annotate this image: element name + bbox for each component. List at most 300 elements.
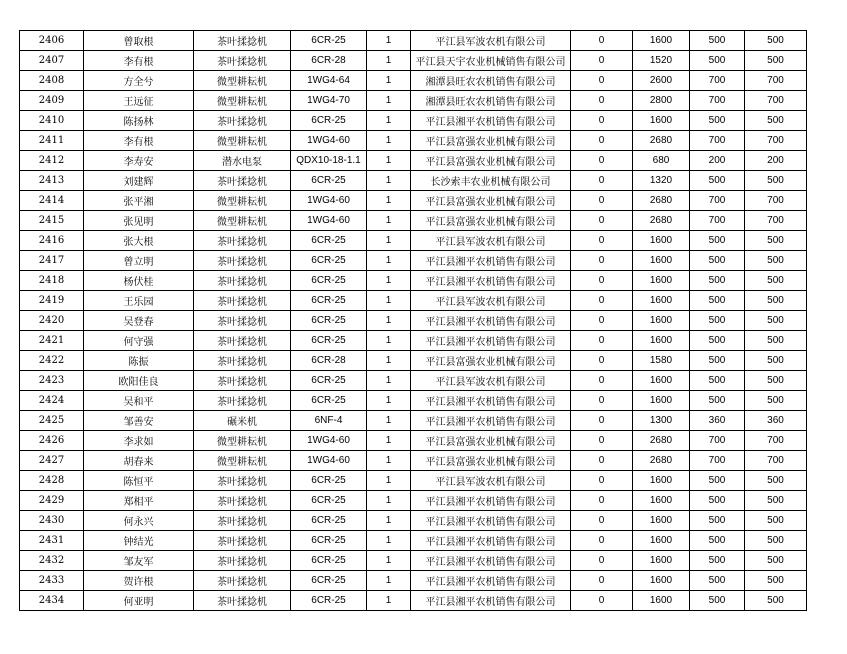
table-row bbox=[20, 391, 807, 411]
cell-col-7: 0 bbox=[571, 471, 633, 491]
cell-price: 1600 bbox=[633, 571, 690, 591]
cell-dealer: 平江县湘平农机销售有限公司 bbox=[411, 391, 571, 411]
table-row bbox=[20, 531, 807, 551]
cell-price: 2600 bbox=[633, 71, 690, 91]
cell-subsidy-a: 500 bbox=[690, 351, 745, 371]
cell-subsidy-a: 700 bbox=[690, 91, 745, 111]
cell-subsidy-b: 700 bbox=[745, 191, 807, 211]
cell-price: 1600 bbox=[633, 331, 690, 351]
cell-row-number: 2427 bbox=[20, 451, 84, 471]
cell-subsidy-a: 500 bbox=[690, 391, 745, 411]
cell-machine-type: 茶叶揉捻机 bbox=[194, 51, 291, 71]
cell-col-7: 0 bbox=[571, 411, 633, 431]
cell-model: 1WG4-60 bbox=[291, 131, 367, 151]
cell-quantity: 1 bbox=[367, 531, 411, 551]
cell-model: 1WG4-64 bbox=[291, 71, 367, 91]
cell-model: 1WG4-60 bbox=[291, 431, 367, 451]
cell-col-7: 0 bbox=[571, 591, 633, 611]
cell-subsidy-b: 500 bbox=[745, 591, 807, 611]
cell-buyer-name: 邹善安 bbox=[84, 411, 194, 431]
cell-price: 1600 bbox=[633, 371, 690, 391]
cell-machine-type: 微型耕耘机 bbox=[194, 71, 291, 91]
cell-subsidy-a: 500 bbox=[690, 551, 745, 571]
cell-dealer: 平江县湘平农机销售有限公司 bbox=[411, 591, 571, 611]
cell-subsidy-a: 700 bbox=[690, 191, 745, 211]
cell-subsidy-a: 500 bbox=[690, 331, 745, 351]
cell-subsidy-b: 700 bbox=[745, 71, 807, 91]
cell-model: 6CR-25 bbox=[291, 171, 367, 191]
cell-buyer-name: 何亚明 bbox=[84, 591, 194, 611]
cell-price: 1600 bbox=[633, 31, 690, 51]
cell-quantity: 1 bbox=[367, 31, 411, 51]
cell-dealer: 平江县富强农业机械有限公司 bbox=[411, 191, 571, 211]
cell-quantity: 1 bbox=[367, 191, 411, 211]
table-row bbox=[20, 31, 807, 51]
cell-machine-type: 茶叶揉捻机 bbox=[194, 171, 291, 191]
cell-subsidy-b: 500 bbox=[745, 551, 807, 571]
cell-machine-type: 微型耕耘机 bbox=[194, 451, 291, 471]
cell-buyer-name: 刘建辉 bbox=[84, 171, 194, 191]
cell-subsidy-b: 700 bbox=[745, 211, 807, 231]
cell-dealer: 平江县湘平农机销售有限公司 bbox=[411, 511, 571, 531]
cell-machine-type: 茶叶揉捻机 bbox=[194, 271, 291, 291]
cell-subsidy-a: 500 bbox=[690, 511, 745, 531]
cell-row-number: 2424 bbox=[20, 391, 84, 411]
table-row bbox=[20, 411, 807, 431]
cell-price: 1600 bbox=[633, 311, 690, 331]
cell-machine-type: 茶叶揉捻机 bbox=[194, 591, 291, 611]
cell-price: 1600 bbox=[633, 471, 690, 491]
cell-row-number: 2421 bbox=[20, 331, 84, 351]
cell-dealer: 平江县富强农业机械有限公司 bbox=[411, 431, 571, 451]
cell-subsidy-b: 500 bbox=[745, 571, 807, 591]
cell-quantity: 1 bbox=[367, 51, 411, 71]
cell-col-7: 0 bbox=[571, 111, 633, 131]
cell-machine-type: 微型耕耘机 bbox=[194, 131, 291, 151]
cell-col-7: 0 bbox=[571, 351, 633, 371]
cell-machine-type: 微型耕耘机 bbox=[194, 431, 291, 451]
table-row bbox=[20, 311, 807, 331]
cell-machine-type: 微型耕耘机 bbox=[194, 211, 291, 231]
cell-col-7: 0 bbox=[571, 211, 633, 231]
cell-model: 6CR-25 bbox=[291, 111, 367, 131]
cell-dealer: 平江县军波农机有限公司 bbox=[411, 31, 571, 51]
cell-dealer: 平江县军波农机有限公司 bbox=[411, 471, 571, 491]
cell-buyer-name: 方全兮 bbox=[84, 71, 194, 91]
cell-price: 2680 bbox=[633, 131, 690, 151]
cell-col-7: 0 bbox=[571, 431, 633, 451]
cell-machine-type: 茶叶揉捻机 bbox=[194, 351, 291, 371]
cell-subsidy-b: 500 bbox=[745, 231, 807, 251]
cell-col-7: 0 bbox=[571, 491, 633, 511]
table-row bbox=[20, 131, 807, 151]
cell-machine-type: 茶叶揉捻机 bbox=[194, 511, 291, 531]
cell-subsidy-a: 500 bbox=[690, 491, 745, 511]
cell-price: 1300 bbox=[633, 411, 690, 431]
cell-dealer: 平江县湘平农机销售有限公司 bbox=[411, 531, 571, 551]
cell-subsidy-b: 500 bbox=[745, 471, 807, 491]
cell-machine-type: 茶叶揉捻机 bbox=[194, 371, 291, 391]
cell-quantity: 1 bbox=[367, 91, 411, 111]
cell-col-7: 0 bbox=[571, 371, 633, 391]
cell-quantity: 1 bbox=[367, 151, 411, 171]
cell-col-7: 0 bbox=[571, 191, 633, 211]
cell-dealer: 平江县湘平农机销售有限公司 bbox=[411, 111, 571, 131]
cell-price: 1600 bbox=[633, 511, 690, 531]
cell-subsidy-a: 500 bbox=[690, 291, 745, 311]
cell-row-number: 2413 bbox=[20, 171, 84, 191]
cell-price: 1580 bbox=[633, 351, 690, 371]
cell-subsidy-a: 200 bbox=[690, 151, 745, 171]
table-row bbox=[20, 51, 807, 71]
cell-machine-type: 潜水电泵 bbox=[194, 151, 291, 171]
cell-row-number: 2408 bbox=[20, 71, 84, 91]
cell-row-number: 2418 bbox=[20, 271, 84, 291]
cell-col-7: 0 bbox=[571, 151, 633, 171]
table-row bbox=[20, 291, 807, 311]
cell-machine-type: 茶叶揉捻机 bbox=[194, 31, 291, 51]
cell-buyer-name: 李寿安 bbox=[84, 151, 194, 171]
cell-subsidy-b: 500 bbox=[745, 31, 807, 51]
cell-dealer: 湘潭县旺农农机销售有限公司 bbox=[411, 71, 571, 91]
cell-model: 1WG4-60 bbox=[291, 211, 367, 231]
cell-row-number: 2428 bbox=[20, 471, 84, 491]
cell-row-number: 2412 bbox=[20, 151, 84, 171]
cell-dealer: 平江县湘平农机销售有限公司 bbox=[411, 411, 571, 431]
cell-model: 1WG4-60 bbox=[291, 191, 367, 211]
cell-subsidy-a: 500 bbox=[690, 471, 745, 491]
cell-dealer: 平江县军波农机有限公司 bbox=[411, 291, 571, 311]
cell-buyer-name: 胡春来 bbox=[84, 451, 194, 471]
cell-subsidy-a: 500 bbox=[690, 531, 745, 551]
cell-row-number: 2419 bbox=[20, 291, 84, 311]
cell-dealer: 平江县富强农业机械有限公司 bbox=[411, 151, 571, 171]
cell-buyer-name: 钟结光 bbox=[84, 531, 194, 551]
cell-subsidy-b: 500 bbox=[745, 251, 807, 271]
cell-col-7: 0 bbox=[571, 511, 633, 531]
table-row bbox=[20, 171, 807, 191]
cell-subsidy-a: 500 bbox=[690, 171, 745, 191]
cell-quantity: 1 bbox=[367, 211, 411, 231]
cell-row-number: 2426 bbox=[20, 431, 84, 451]
cell-price: 2680 bbox=[633, 191, 690, 211]
cell-quantity: 1 bbox=[367, 331, 411, 351]
cell-subsidy-b: 700 bbox=[745, 431, 807, 451]
cell-price: 2680 bbox=[633, 431, 690, 451]
cell-row-number: 2407 bbox=[20, 51, 84, 71]
table-row bbox=[20, 331, 807, 351]
cell-buyer-name: 邹友军 bbox=[84, 551, 194, 571]
cell-model: 6CR-25 bbox=[291, 551, 367, 571]
cell-machine-type: 茶叶揉捻机 bbox=[194, 491, 291, 511]
cell-model: 6CR-25 bbox=[291, 571, 367, 591]
cell-subsidy-b: 500 bbox=[745, 291, 807, 311]
cell-subsidy-b: 500 bbox=[745, 351, 807, 371]
cell-buyer-name: 曾立明 bbox=[84, 251, 194, 271]
table-row bbox=[20, 211, 807, 231]
cell-row-number: 2433 bbox=[20, 571, 84, 591]
cell-row-number: 2416 bbox=[20, 231, 84, 251]
cell-row-number: 2425 bbox=[20, 411, 84, 431]
cell-col-7: 0 bbox=[571, 71, 633, 91]
cell-quantity: 1 bbox=[367, 411, 411, 431]
cell-subsidy-a: 500 bbox=[690, 111, 745, 131]
cell-dealer: 长沙索丰农业机械有限公司 bbox=[411, 171, 571, 191]
cell-buyer-name: 张平湘 bbox=[84, 191, 194, 211]
cell-subsidy-a: 500 bbox=[690, 571, 745, 591]
cell-subsidy-b: 500 bbox=[745, 51, 807, 71]
cell-subsidy-b: 500 bbox=[745, 391, 807, 411]
cell-quantity: 1 bbox=[367, 591, 411, 611]
cell-dealer: 平江县湘平农机销售有限公司 bbox=[411, 331, 571, 351]
cell-dealer: 平江县军波农机有限公司 bbox=[411, 231, 571, 251]
table-row bbox=[20, 551, 807, 571]
cell-subsidy-b: 700 bbox=[745, 91, 807, 111]
cell-machine-type: 茶叶揉捻机 bbox=[194, 251, 291, 271]
table-row bbox=[20, 491, 807, 511]
cell-col-7: 0 bbox=[571, 531, 633, 551]
cell-model: 6CR-25 bbox=[291, 371, 367, 391]
cell-model: 6CR-25 bbox=[291, 311, 367, 331]
cell-buyer-name: 李求如 bbox=[84, 431, 194, 451]
cell-col-7: 0 bbox=[571, 131, 633, 151]
cell-dealer: 湘潭县旺农农机销售有限公司 bbox=[411, 91, 571, 111]
cell-machine-type: 微型耕耘机 bbox=[194, 191, 291, 211]
cell-col-7: 0 bbox=[571, 171, 633, 191]
cell-dealer: 平江县富强农业机械有限公司 bbox=[411, 211, 571, 231]
cell-model: 6NF-4 bbox=[291, 411, 367, 431]
cell-subsidy-a: 700 bbox=[690, 71, 745, 91]
cell-subsidy-a: 700 bbox=[690, 131, 745, 151]
cell-row-number: 2420 bbox=[20, 311, 84, 331]
cell-quantity: 1 bbox=[367, 471, 411, 491]
cell-quantity: 1 bbox=[367, 271, 411, 291]
cell-buyer-name: 陈恒平 bbox=[84, 471, 194, 491]
cell-dealer: 平江县湘平农机销售有限公司 bbox=[411, 311, 571, 331]
cell-price: 2800 bbox=[633, 91, 690, 111]
table-row bbox=[20, 251, 807, 271]
cell-buyer-name: 李有根 bbox=[84, 131, 194, 151]
cell-col-7: 0 bbox=[571, 551, 633, 571]
cell-quantity: 1 bbox=[367, 131, 411, 151]
cell-subsidy-a: 500 bbox=[690, 31, 745, 51]
cell-row-number: 2406 bbox=[20, 31, 84, 51]
cell-subsidy-b: 500 bbox=[745, 371, 807, 391]
cell-quantity: 1 bbox=[367, 451, 411, 471]
cell-model: 6CR-25 bbox=[291, 291, 367, 311]
cell-price: 2680 bbox=[633, 451, 690, 471]
cell-model: 6CR-25 bbox=[291, 271, 367, 291]
cell-quantity: 1 bbox=[367, 371, 411, 391]
table-row bbox=[20, 151, 807, 171]
cell-quantity: 1 bbox=[367, 511, 411, 531]
table-row bbox=[20, 591, 807, 611]
cell-subsidy-a: 500 bbox=[690, 251, 745, 271]
cell-buyer-name: 吴登春 bbox=[84, 311, 194, 331]
cell-dealer: 平江县天宇农业机械销售有限公司 bbox=[411, 51, 571, 71]
cell-machine-type: 微型耕耘机 bbox=[194, 91, 291, 111]
cell-row-number: 2410 bbox=[20, 111, 84, 131]
cell-buyer-name: 杨伏桂 bbox=[84, 271, 194, 291]
cell-row-number: 2411 bbox=[20, 131, 84, 151]
cell-subsidy-b: 500 bbox=[745, 171, 807, 191]
cell-buyer-name: 张见明 bbox=[84, 211, 194, 231]
cell-subsidy-b: 500 bbox=[745, 491, 807, 511]
cell-quantity: 1 bbox=[367, 251, 411, 271]
cell-price: 1600 bbox=[633, 111, 690, 131]
cell-row-number: 2422 bbox=[20, 351, 84, 371]
table-row bbox=[20, 111, 807, 131]
cell-machine-type: 茶叶揉捻机 bbox=[194, 571, 291, 591]
cell-model: 6CR-25 bbox=[291, 511, 367, 531]
cell-quantity: 1 bbox=[367, 231, 411, 251]
cell-price: 1600 bbox=[633, 231, 690, 251]
table-body bbox=[20, 31, 807, 611]
cell-price: 1520 bbox=[633, 51, 690, 71]
table-row bbox=[20, 91, 807, 111]
cell-machine-type: 茶叶揉捻机 bbox=[194, 291, 291, 311]
cell-quantity: 1 bbox=[367, 171, 411, 191]
cell-buyer-name: 何永兴 bbox=[84, 511, 194, 531]
cell-quantity: 1 bbox=[367, 491, 411, 511]
cell-row-number: 2430 bbox=[20, 511, 84, 531]
cell-machine-type: 茶叶揉捻机 bbox=[194, 391, 291, 411]
cell-price: 1600 bbox=[633, 291, 690, 311]
cell-buyer-name: 何守强 bbox=[84, 331, 194, 351]
cell-col-7: 0 bbox=[571, 271, 633, 291]
cell-quantity: 1 bbox=[367, 351, 411, 371]
cell-subsidy-b: 360 bbox=[745, 411, 807, 431]
cell-price: 1600 bbox=[633, 531, 690, 551]
cell-dealer: 平江县富强农业机械有限公司 bbox=[411, 131, 571, 151]
cell-subsidy-a: 700 bbox=[690, 431, 745, 451]
cell-dealer: 平江县湘平农机销售有限公司 bbox=[411, 571, 571, 591]
cell-buyer-name: 欧阳佳良 bbox=[84, 371, 194, 391]
cell-buyer-name: 曾取根 bbox=[84, 31, 194, 51]
table-row bbox=[20, 231, 807, 251]
cell-machine-type: 茶叶揉捻机 bbox=[194, 551, 291, 571]
table-row bbox=[20, 271, 807, 291]
cell-col-7: 0 bbox=[571, 331, 633, 351]
cell-subsidy-b: 500 bbox=[745, 111, 807, 131]
cell-quantity: 1 bbox=[367, 571, 411, 591]
table-row bbox=[20, 371, 807, 391]
cell-buyer-name: 王乐园 bbox=[84, 291, 194, 311]
cell-row-number: 2432 bbox=[20, 551, 84, 571]
cell-machine-type: 茶叶揉捻机 bbox=[194, 231, 291, 251]
cell-row-number: 2431 bbox=[20, 531, 84, 551]
cell-col-7: 0 bbox=[571, 391, 633, 411]
cell-price: 1320 bbox=[633, 171, 690, 191]
cell-model: 6CR-25 bbox=[291, 231, 367, 251]
cell-price: 1600 bbox=[633, 251, 690, 271]
cell-col-7: 0 bbox=[571, 571, 633, 591]
cell-quantity: 1 bbox=[367, 71, 411, 91]
cell-buyer-name: 贺许根 bbox=[84, 571, 194, 591]
cell-machine-type: 茶叶揉捻机 bbox=[194, 471, 291, 491]
cell-subsidy-a: 500 bbox=[690, 231, 745, 251]
cell-price: 1600 bbox=[633, 271, 690, 291]
cell-buyer-name: 张大根 bbox=[84, 231, 194, 251]
cell-subsidy-a: 500 bbox=[690, 591, 745, 611]
cell-price: 1600 bbox=[633, 391, 690, 411]
cell-col-7: 0 bbox=[571, 51, 633, 71]
cell-subsidy-a: 500 bbox=[690, 271, 745, 291]
cell-buyer-name: 郑相平 bbox=[84, 491, 194, 511]
cell-machine-type: 茶叶揉捻机 bbox=[194, 331, 291, 351]
cell-subsidy-b: 700 bbox=[745, 131, 807, 151]
cell-row-number: 2434 bbox=[20, 591, 84, 611]
cell-machine-type: 茶叶揉捻机 bbox=[194, 531, 291, 551]
cell-price: 1600 bbox=[633, 591, 690, 611]
cell-row-number: 2429 bbox=[20, 491, 84, 511]
cell-dealer: 平江县湘平农机销售有限公司 bbox=[411, 251, 571, 271]
cell-subsidy-a: 700 bbox=[690, 451, 745, 471]
cell-buyer-name: 陈扬林 bbox=[84, 111, 194, 131]
cell-model: QDX10-18-1.1 bbox=[291, 151, 367, 171]
table-row bbox=[20, 471, 807, 491]
subsidy-table bbox=[19, 30, 807, 611]
cell-dealer: 平江县湘平农机销售有限公司 bbox=[411, 491, 571, 511]
cell-subsidy-a: 500 bbox=[690, 51, 745, 71]
table-row bbox=[20, 191, 807, 211]
cell-subsidy-a: 500 bbox=[690, 311, 745, 331]
cell-row-number: 2423 bbox=[20, 371, 84, 391]
cell-row-number: 2417 bbox=[20, 251, 84, 271]
cell-quantity: 1 bbox=[367, 111, 411, 131]
cell-subsidy-b: 500 bbox=[745, 311, 807, 331]
cell-quantity: 1 bbox=[367, 391, 411, 411]
table-row bbox=[20, 351, 807, 371]
cell-model: 1WG4-60 bbox=[291, 451, 367, 471]
cell-price: 2680 bbox=[633, 211, 690, 231]
cell-subsidy-a: 500 bbox=[690, 371, 745, 391]
cell-buyer-name: 陈振 bbox=[84, 351, 194, 371]
cell-model: 6CR-25 bbox=[291, 471, 367, 491]
cell-dealer: 平江县军波农机有限公司 bbox=[411, 371, 571, 391]
table-row bbox=[20, 71, 807, 91]
cell-price: 1600 bbox=[633, 551, 690, 571]
cell-machine-type: 茶叶揉捻机 bbox=[194, 111, 291, 131]
cell-model: 6CR-25 bbox=[291, 251, 367, 271]
cell-machine-type: 碾米机 bbox=[194, 411, 291, 431]
cell-subsidy-a: 360 bbox=[690, 411, 745, 431]
cell-subsidy-b: 500 bbox=[745, 511, 807, 531]
cell-model: 6CR-25 bbox=[291, 391, 367, 411]
cell-machine-type: 茶叶揉捻机 bbox=[194, 311, 291, 331]
cell-model: 6CR-28 bbox=[291, 351, 367, 371]
cell-model: 6CR-25 bbox=[291, 491, 367, 511]
cell-subsidy-a: 700 bbox=[690, 211, 745, 231]
cell-dealer: 平江县湘平农机销售有限公司 bbox=[411, 271, 571, 291]
cell-subsidy-b: 500 bbox=[745, 331, 807, 351]
cell-buyer-name: 王远征 bbox=[84, 91, 194, 111]
cell-dealer: 平江县湘平农机销售有限公司 bbox=[411, 551, 571, 571]
cell-row-number: 2414 bbox=[20, 191, 84, 211]
cell-model: 6CR-28 bbox=[291, 51, 367, 71]
cell-dealer: 平江县富强农业机械有限公司 bbox=[411, 351, 571, 371]
table-row bbox=[20, 431, 807, 451]
cell-col-7: 0 bbox=[571, 311, 633, 331]
cell-model: 6CR-25 bbox=[291, 331, 367, 351]
cell-quantity: 1 bbox=[367, 431, 411, 451]
cell-price: 1600 bbox=[633, 491, 690, 511]
cell-subsidy-b: 500 bbox=[745, 531, 807, 551]
table-row bbox=[20, 451, 807, 471]
cell-subsidy-b: 700 bbox=[745, 451, 807, 471]
cell-col-7: 0 bbox=[571, 231, 633, 251]
cell-quantity: 1 bbox=[367, 291, 411, 311]
